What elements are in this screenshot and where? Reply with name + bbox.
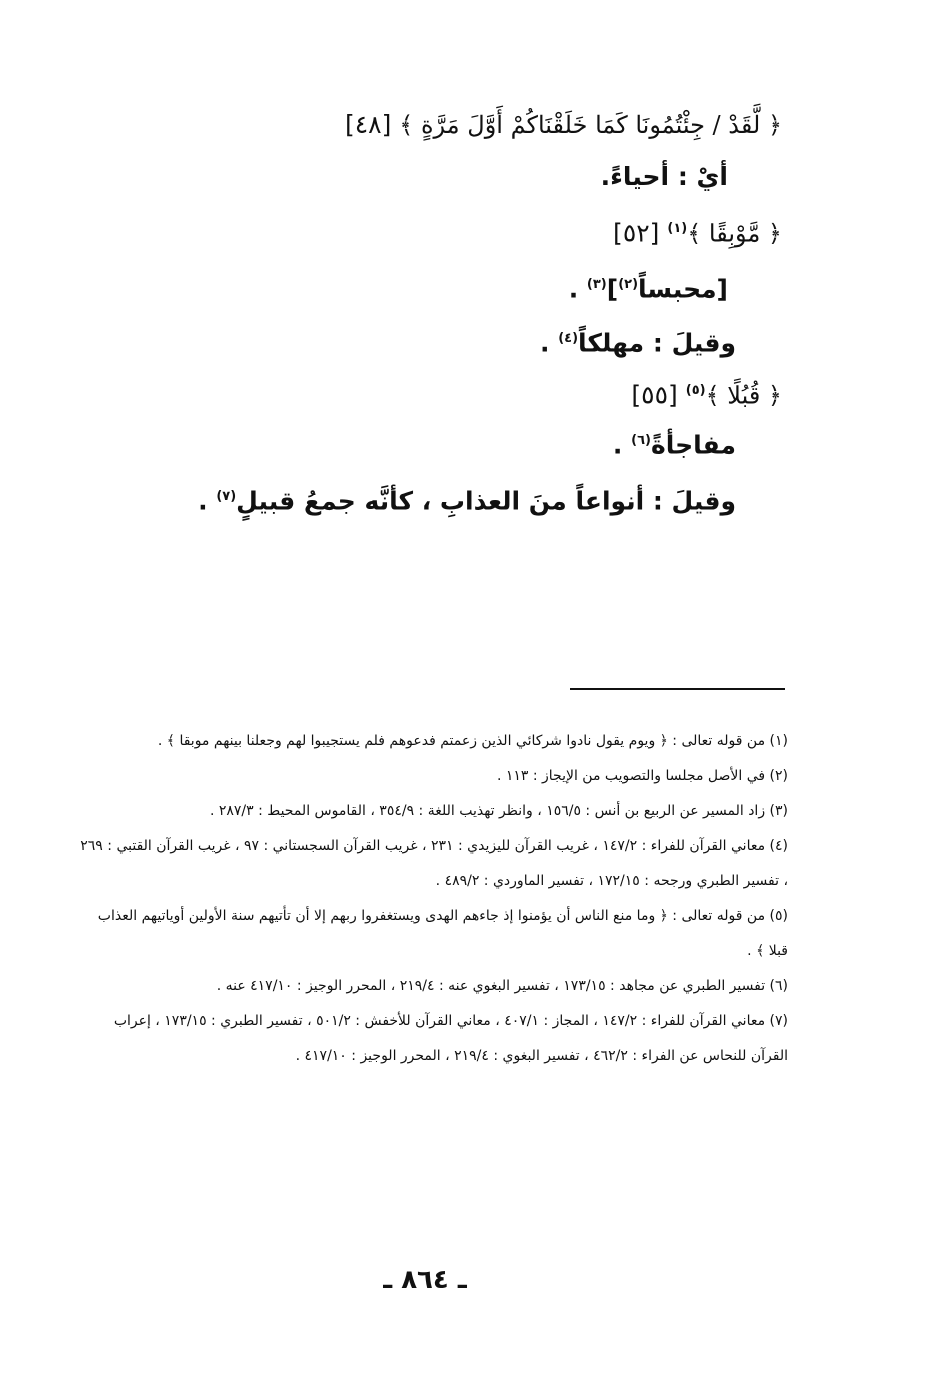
- line-text: أيْ : أحياءً.: [600, 162, 728, 191]
- main-line-2: [601, 160, 728, 194]
- footnote-5: (٥) من قوله تعالى : ﴿ وما منع الناس أن يؤمنوا إذ جاءهم الهدى ويستغفروا ربهم إلا أن تأتيهم سنة الأولين أوياتيهم العذاب قبلا ﴾ .: [97, 908, 788, 959]
- main-line-5: [540, 322, 736, 360]
- line-text: وقيلَ : أنواعاً منَ العذابِ ، كأنَّه جمعُ قبيلٍ: [236, 486, 736, 516]
- footnote-ref: (٣): [586, 277, 607, 292]
- footnote-ref: (٢): [618, 277, 639, 292]
- footnote-2: (٢) في الأصل مجلسا والتصويب من الإيجاز : ١١٣ .: [496, 768, 788, 784]
- line-text: .: [612, 430, 632, 460]
- line-text: ]: [606, 274, 619, 304]
- line-text: .: [568, 274, 587, 304]
- line-text: [محبساً: [638, 274, 728, 304]
- footnote-3: (٣) زاد المسير عن الربيع بن أنس : ١٥٦/٥ ، وانظر تهذيب اللغة : ٣٥٤/٩ ، القاموس المحيط : ٢٨٧/٣ .: [209, 803, 788, 819]
- main-line-7: [613, 424, 736, 462]
- verse-number: [٥٢]: [613, 218, 668, 248]
- footnote-ref: (٤): [558, 331, 579, 346]
- page-number: ـ ٨٦٤ ـ: [383, 1265, 467, 1295]
- main-line-6: [631, 374, 782, 412]
- footnote-7: (٧) معاني القرآن للفراء : ١٤٧/٢ ، المجاز : ٤٠٧/١ ، معاني القرآن للأخفش : ٥٠١/٢ ، تفسير الطبري : ١٧٣/١٥ ، إعراب القرآن للنحاس عن الفراء : ٤٦٢/٢ ، تفسير البغوي : ٢١٩/٤ ، المحرر الوجيز : ٤١٧/١٠ .: [113, 1013, 788, 1064]
- footnote-6: (٦) تفسير الطبري عن مجاهد : ١٧٣/١٥ ، تفسير البغوي عنه : ٢١٩/٤ ، المحرر الوجيز : ٤١٧/١٠ عنه .: [216, 978, 788, 994]
- verse-number: [٥٥]: [631, 380, 686, 410]
- quran-verse: ﴿ مَّوْبِقًا ﴾: [687, 219, 782, 248]
- footnote-4: (٤) معاني القرآن للفراء : ١٤٧/٢ ، غريب القرآن لليزيدي : ٢٣١ ، غريب القرآن السجستاني : ٩٧ ، غريب القرآن القتبي : ٢٦٩ ، تفسير الطبري ورجحه : ١٧٢/١٥ ، تفسير الماوردي : ٤٨٩/٢ .: [80, 838, 788, 889]
- footnote-divider: [570, 688, 785, 690]
- footnote-ref: (٦): [631, 433, 651, 448]
- footnote-ref: (٥): [685, 383, 706, 398]
- line-text: .: [198, 486, 217, 516]
- main-line-4: [569, 268, 728, 306]
- footnote-1: (١) من قوله تعالى : ﴿ ويوم يقول نادوا شركائي الذين زعمتم فدعوهم فلم يستجيبوا لهم وجعلنا بينهم موبقا ﴾ .: [157, 733, 788, 749]
- quran-verse: ﴿ قُبُلًا ﴾: [705, 381, 782, 410]
- verse-number: [٤٨]: [344, 110, 400, 139]
- main-line-3: [613, 212, 782, 250]
- line-text: .: [540, 328, 559, 358]
- line-text: وقيلَ : مهلكاً: [578, 328, 736, 358]
- line-text: مفاجأةً: [650, 430, 736, 460]
- main-line-1: [345, 108, 782, 142]
- main-line-8: [198, 480, 736, 518]
- footnote-ref: (٧): [216, 489, 237, 504]
- footnote-ref: (١): [667, 221, 688, 236]
- footnotes: [80, 724, 788, 1074]
- quran-verse: ﴿ لَّقَدْ / جِئْتُمُونَا كَمَا خَلَقْنَاكُمْ أَوَّلَ مَرَّةٍ ﴾: [399, 111, 782, 139]
